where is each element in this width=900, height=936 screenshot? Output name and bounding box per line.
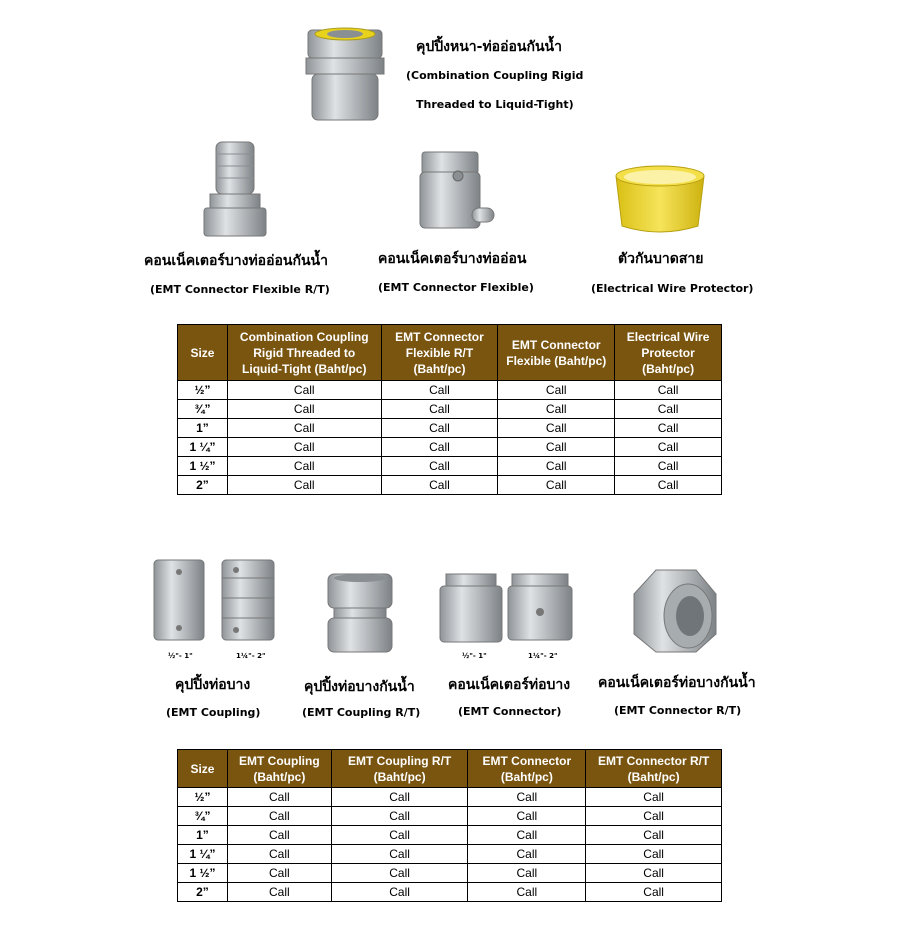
emt-connector-flexible-thai: คอนเน็คเตอร์บางท่ออ่อน — [378, 251, 527, 267]
header-emt-connector: EMT Connector (Baht/pc) — [468, 750, 586, 788]
price-cell: Call — [615, 438, 722, 457]
price-cell: Call — [468, 864, 586, 883]
emt-connector-flexible-rt-thai: คอนเน็คเตอร์บางท่ออ่อนกันน้ำ — [144, 253, 328, 269]
table-row — [178, 457, 722, 476]
header-emt-connector-flexible: EMT Connector Flexible (Baht/pc) — [498, 325, 615, 381]
header-emt-coupling: EMT Coupling (Baht/pc) — [227, 750, 331, 788]
combination-coupling-thai: คุปปิ้งหนา-ท่ออ่อนกันน้ำ — [416, 39, 562, 55]
price-cell: Call — [468, 788, 586, 807]
wire-protector-english: (Electrical Wire Protector) — [591, 282, 754, 295]
emt-coupling-rt-english: (EMT Coupling R/T) — [302, 706, 421, 719]
emt-coupling-rt-thai: คุปปิ้งท่อบางกันน้ำ — [304, 679, 415, 695]
price-cell: Call — [227, 864, 331, 883]
emt-connector-flexible-image — [418, 150, 498, 234]
size-cell: 1 ½” — [178, 457, 228, 476]
table-row — [178, 788, 722, 807]
size-cell: ¾” — [178, 400, 228, 419]
header-emt-coupling-rt: EMT Coupling R/T (Baht/pc) — [331, 750, 468, 788]
combination-coupling-image — [304, 26, 386, 126]
header-size: Size — [178, 325, 228, 381]
price-cell: Call — [615, 476, 722, 495]
table-row — [178, 845, 722, 864]
table-row — [178, 476, 722, 495]
emt-connector-thai: คอนเน็คเตอร์ท่อบาง — [448, 677, 571, 693]
wire-protector-image — [612, 162, 708, 234]
price-cell: Call — [331, 864, 468, 883]
price-cell: Call — [586, 807, 722, 826]
price-cell: Call — [468, 807, 586, 826]
price-cell: Call — [331, 826, 468, 845]
price-cell: Call — [586, 845, 722, 864]
price-cell: Call — [227, 788, 331, 807]
emt-coupling-size-label-a: ½"- 1" — [168, 652, 193, 660]
price-cell: Call — [381, 438, 498, 457]
table-row — [178, 438, 722, 457]
price-cell: Call — [227, 419, 381, 438]
price-cell: Call — [498, 438, 615, 457]
price-cell: Call — [331, 883, 468, 902]
header-emt-connector-rt: EMT Connector R/T (Baht/pc) — [586, 750, 722, 788]
price-cell: Call — [615, 419, 722, 438]
price-cell: Call — [227, 883, 331, 902]
price-cell: Call — [586, 883, 722, 902]
emt-coupling-english: (EMT Coupling) — [166, 706, 261, 719]
combination-coupling-english-line2: Threaded to Liquid-Tight) — [416, 98, 574, 111]
emt-coupling-rt-image — [324, 572, 396, 656]
price-cell: Call — [381, 419, 498, 438]
price-cell: Call — [381, 457, 498, 476]
price-cell: Call — [498, 457, 615, 476]
price-cell: Call — [227, 476, 381, 495]
price-cell: Call — [381, 381, 498, 400]
emt-coupling-thai: คุปปิ้งท่อบาง — [175, 677, 251, 693]
price-cell: Call — [331, 807, 468, 826]
size-cell: 1 ½” — [178, 864, 228, 883]
price-cell: Call — [381, 400, 498, 419]
price-cell: Call — [227, 826, 331, 845]
price-cell: Call — [227, 845, 331, 864]
price-cell: Call — [615, 457, 722, 476]
price-cell: Call — [468, 845, 586, 864]
table-row — [178, 826, 722, 845]
emt-connector-rt-thai: คอนเน็คเตอร์ท่อบางกันน้ำ — [598, 675, 756, 691]
emt-connector-flexible-rt-image — [200, 140, 270, 240]
price-cell: Call — [615, 381, 722, 400]
header-size: Size — [178, 750, 228, 788]
price-cell: Call — [586, 788, 722, 807]
price-cell: Call — [498, 419, 615, 438]
emt-connector-rt-english: (EMT Connector R/T) — [614, 704, 742, 717]
emt-connector-flexible-rt-english: (EMT Connector Flexible R/T) — [150, 283, 330, 296]
size-cell: 1 ¼” — [178, 438, 228, 457]
emt-connector-rt-image — [626, 564, 722, 656]
size-cell: ½” — [178, 788, 228, 807]
emt-connector-english: (EMT Connector) — [458, 705, 562, 718]
price-table-2 — [177, 749, 722, 902]
table-row — [178, 400, 722, 419]
price-cell: Call — [227, 457, 381, 476]
size-cell: 1” — [178, 826, 228, 845]
size-cell: 1 ¼” — [178, 845, 228, 864]
emt-connector-size-label-a: ½"- 1" — [462, 652, 487, 660]
price-cell: Call — [468, 883, 586, 902]
price-cell: Call — [381, 476, 498, 495]
table-row — [178, 883, 722, 902]
wire-protector-thai: ตัวกันบาดสาย — [618, 251, 704, 267]
table-row — [178, 419, 722, 438]
emt-connector-flexible-english: (EMT Connector Flexible) — [378, 281, 534, 294]
size-cell: 1” — [178, 419, 228, 438]
price-cell: Call — [468, 826, 586, 845]
price-cell: Call — [586, 864, 722, 883]
size-cell: ¾” — [178, 807, 228, 826]
size-cell: ½” — [178, 381, 228, 400]
emt-connector-image — [438, 572, 578, 644]
price-cell: Call — [615, 400, 722, 419]
table-row — [178, 381, 722, 400]
price-cell: Call — [227, 381, 381, 400]
emt-connector-size-label-b: 1¼"- 2" — [528, 652, 558, 660]
price-cell: Call — [498, 476, 615, 495]
price-cell: Call — [331, 845, 468, 864]
header-emt-connector-flexible-rt: EMT Connector Flexible R/T (Baht/pc) — [381, 325, 498, 381]
price-table-1 — [177, 324, 722, 495]
price-cell: Call — [227, 438, 381, 457]
price-cell: Call — [586, 826, 722, 845]
size-cell: 2” — [178, 476, 228, 495]
emt-coupling-size-label-b: 1¼"- 2" — [236, 652, 266, 660]
price-cell: Call — [498, 400, 615, 419]
table-row — [178, 864, 722, 883]
price-cell: Call — [331, 788, 468, 807]
combination-coupling-english-line1: (Combination Coupling Rigid — [406, 69, 584, 82]
price-cell: Call — [227, 807, 331, 826]
header-wire-protector: Electrical Wire Protector (Baht/pc) — [615, 325, 722, 381]
table-row — [178, 807, 722, 826]
header-combination-coupling: Combination Coupling Rigid Threaded to Liquid-Tight (Baht/pc) — [227, 325, 381, 381]
emt-coupling-image — [150, 558, 280, 644]
price-cell: Call — [498, 381, 615, 400]
size-cell: 2” — [178, 883, 228, 902]
price-cell: Call — [227, 400, 381, 419]
